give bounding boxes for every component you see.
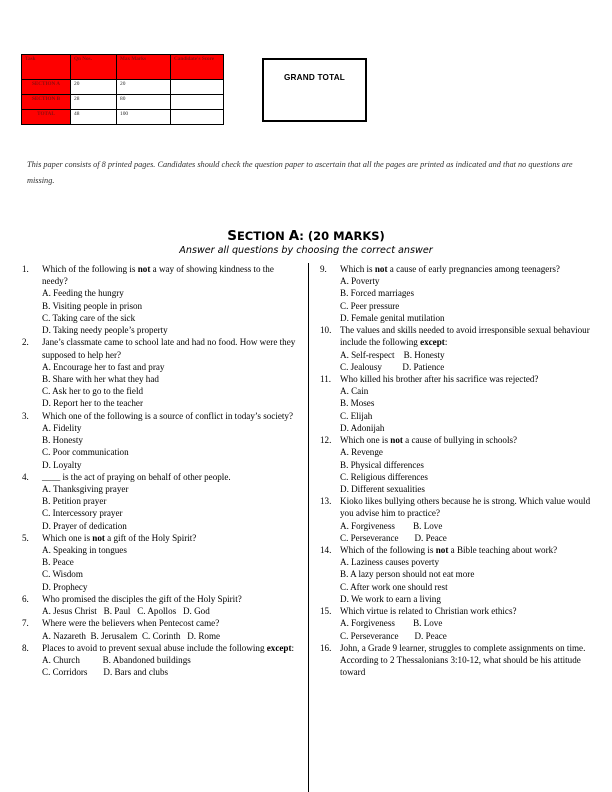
row-label-section-b: SECTION B: [22, 95, 71, 110]
option-list: [42, 287, 297, 336]
option-list: [340, 617, 598, 641]
question-text-part: John, a Grade 9 learner, struggles to complete assignments on time. According to 2 Thessalonians 3:10-12, what should be his attitude toward: [340, 642, 586, 678]
question-text: [42, 410, 297, 422]
question-item: [22, 336, 297, 409]
option-item[interactable]: C. Wisdom: [42, 569, 83, 580]
option-item[interactable]: A. Self-respect B. Honesty: [340, 349, 445, 360]
question-item: [22, 642, 297, 679]
table-row: [22, 80, 224, 95]
question-text-part: a Bible teaching about work?: [448, 545, 558, 556]
option-item[interactable]: B. A lazy person should not eat more: [340, 569, 475, 580]
question-text-part: Which is: [340, 264, 375, 274]
option-item[interactable]: C. Taking care of the sick: [42, 312, 136, 323]
option-item[interactable]: D. Taking needy people’s property: [42, 325, 168, 336]
question-number: 3.: [22, 410, 29, 421]
option-list: [340, 520, 598, 544]
option-item[interactable]: C. Poor communication: [42, 447, 129, 458]
question-text-part: Who killed his brother after his sacrifice was rejected?: [340, 373, 539, 384]
option-item[interactable]: A. Revenge: [340, 447, 383, 458]
question-number: 5.: [22, 532, 29, 543]
question-text: [340, 263, 598, 275]
question-emphasis: not: [92, 532, 105, 543]
option-item[interactable]: A. Nazareth B. Jerusalem C. Corinth D. Rome: [42, 630, 221, 641]
marks-table-body: [22, 80, 224, 125]
option-item[interactable]: C. Jealousy D. Patience: [340, 361, 445, 372]
option-list: [42, 361, 297, 410]
cell-score-section-a[interactable]: [171, 80, 224, 95]
question-emphasis: except: [420, 337, 445, 348]
marks-table-header: [22, 55, 224, 80]
question-number: 1.: [22, 264, 29, 274]
question-text-part: Which virtue is related to Christian work ethics?: [340, 606, 517, 617]
option-item[interactable]: C. Intercessory prayer: [42, 508, 123, 519]
option-item[interactable]: D. Female genital mutilation: [340, 312, 445, 323]
question-text: [340, 434, 598, 446]
question-item: [320, 605, 598, 642]
question-text: [340, 373, 598, 385]
question-text-part: Places to avoid to prevent sexual abuse include the following: [42, 642, 267, 653]
question-item: [320, 373, 598, 434]
marks-summary-table: [21, 54, 224, 125]
question-text-part: Kioko likes bullying others because he is strong. Which value would you advise him to practice?: [340, 496, 591, 519]
question-text-part: a cause of early pregnancies among teenagers?: [387, 264, 560, 274]
question-text: [340, 642, 598, 679]
header-task: Task: [22, 55, 71, 80]
grand-total-box: [262, 58, 367, 122]
cell-score-total[interactable]: [171, 110, 224, 125]
question-text-part: :: [444, 337, 448, 348]
question-text-part: Which one is: [340, 435, 391, 446]
option-item[interactable]: D. Different sexualities: [340, 483, 425, 494]
option-item[interactable]: C. Corridors D. Bars and clubs: [42, 667, 169, 678]
question-number: 8.: [22, 642, 29, 653]
section-heading-marks: : (20 MARKS): [299, 229, 385, 243]
option-item[interactable]: C. Elijah: [340, 410, 373, 421]
question-text-part: ____ is the act of praying on behalf of other people.: [42, 471, 231, 482]
question-text-part: a cause of bullying in schools?: [402, 435, 518, 446]
question-number: 2.: [22, 337, 29, 348]
section-a-subheading: Answer all questions by choosing the correct answer: [179, 245, 433, 256]
option-list: [42, 483, 297, 532]
question-text: [340, 605, 598, 617]
option-item[interactable]: B. Physical differences: [340, 459, 424, 470]
right-question-list: [320, 263, 598, 678]
question-text-part: Jane’s classmate came to school late and had no food. How were they supposed to help her?: [42, 337, 296, 360]
option-item[interactable]: A. Forgiveness B. Love: [340, 618, 443, 629]
option-item[interactable]: A. Jesus Christ B. Paul C. Apollos D. God: [42, 606, 210, 617]
option-item[interactable]: B. Share with her what they had: [42, 373, 159, 384]
option-item[interactable]: C. Perseverance D. Peace: [340, 630, 447, 641]
question-item: [320, 495, 598, 544]
question-number: 11.: [320, 373, 332, 384]
option-item[interactable]: D. Loyalty: [42, 459, 82, 470]
question-emphasis: not: [435, 545, 449, 556]
question-number: 13.: [320, 496, 332, 507]
cell-qn-nos-section-a: 20: [71, 80, 117, 95]
question-emphasis: except: [266, 642, 292, 653]
option-item[interactable]: A. Speaking in tongues: [42, 545, 127, 556]
cell-qn-nos-section-b: 28: [71, 95, 117, 110]
question-text-part: a way of showing kindness to the needy?: [42, 264, 274, 287]
option-list: [42, 422, 297, 471]
question-number: 7.: [22, 618, 29, 629]
option-item[interactable]: C. Ask her to go to the field: [42, 386, 144, 397]
section-heading-lead: S: [227, 228, 237, 244]
question-item: [320, 642, 598, 679]
option-list: [340, 275, 598, 324]
option-item[interactable]: B. Peace: [42, 557, 74, 568]
question-item: [22, 410, 297, 471]
option-item[interactable]: A. Poverty: [340, 276, 380, 287]
row-label-total: TOTAL: [22, 110, 71, 125]
header-candidate-score: Candidate's Score: [171, 55, 224, 80]
question-text-part: a gift of the Holy Spirit?: [104, 532, 197, 543]
option-item[interactable]: B. Honesty: [42, 435, 83, 446]
question-text-part: Which one of the following is a source of conflict in today’s society?: [42, 410, 294, 421]
option-item[interactable]: D. We work to earn a living: [340, 593, 441, 604]
option-list: [340, 385, 598, 434]
option-item[interactable]: B. Visiting people in prison: [42, 300, 143, 311]
questions-right-column: [320, 263, 598, 678]
question-number: 9.: [320, 264, 327, 274]
option-list: [42, 654, 297, 678]
question-number: 4.: [22, 471, 29, 482]
question-text-part: Which of the following is: [340, 545, 436, 556]
option-item[interactable]: C. Perseverance D. Peace: [340, 532, 447, 543]
section-heading-rest: ECTION: [236, 229, 285, 243]
question-item: [22, 471, 297, 532]
option-item[interactable]: C. Peer pressure: [340, 300, 400, 311]
cell-max-marks-total: 100: [117, 110, 171, 125]
cell-qn-nos-total: 48: [71, 110, 117, 125]
header-max-marks: Max Marks: [117, 55, 171, 80]
question-item: [22, 263, 297, 336]
question-number: 15.: [320, 606, 332, 617]
question-number: 12.: [320, 435, 332, 446]
question-item: [320, 324, 598, 373]
option-item[interactable]: A. Forgiveness B. Love: [340, 520, 443, 531]
option-item[interactable]: B. Moses: [340, 398, 375, 409]
questions-two-column-body: [0, 263, 612, 792]
grand-total-label: GRAND TOTAL: [283, 73, 346, 82]
option-item[interactable]: C. After work one should rest: [340, 581, 448, 592]
option-list: [42, 605, 297, 617]
question-number: 6.: [22, 593, 29, 604]
question-item: [320, 263, 598, 324]
printed-pages-notice: This paper consists of 8 printed pages. Candidates should check the question paper to ascertain that all the pages are printed as indicated and that no questions are missing.: [27, 160, 573, 186]
top-summary-area: [0, 54, 612, 144]
column-divider: [308, 263, 309, 792]
question-text-part: Who promised the disciples the gift of the Holy Spirit?: [42, 593, 242, 604]
section-a-heading: [0, 228, 612, 244]
table-row: [22, 95, 224, 110]
question-text-part: Which one is: [42, 532, 93, 543]
question-emphasis: not: [390, 435, 403, 446]
cell-max-marks-section-a: 20: [117, 80, 171, 95]
option-item[interactable]: D. Adonijah: [340, 422, 385, 433]
question-item: [320, 544, 598, 605]
option-list: [42, 544, 297, 593]
cell-score-section-b[interactable]: [171, 95, 224, 110]
question-text: [340, 324, 598, 348]
option-list: [340, 556, 598, 605]
question-number: 16.: [320, 642, 332, 653]
question-item: [22, 593, 297, 617]
question-text: [42, 617, 297, 629]
question-text: [340, 495, 598, 519]
question-item: [320, 434, 598, 495]
option-list: [42, 630, 297, 642]
question-text-part: :: [291, 642, 295, 653]
option-item[interactable]: A. Encourage her to fast and pray: [42, 361, 165, 372]
option-item[interactable]: D. Prayer of dedication: [42, 520, 127, 531]
question-text: [340, 544, 598, 556]
question-item: [22, 617, 297, 641]
option-item[interactable]: D. Prophecy: [42, 581, 88, 592]
question-text-part: The values and skills needed to avoid irresponsible sexual behaviour include the following: [340, 325, 590, 348]
question-text: [42, 263, 297, 287]
option-item[interactable]: D. Report her to the teacher: [42, 398, 143, 409]
question-text: [42, 532, 297, 544]
option-list: [340, 349, 598, 373]
question-text: [42, 336, 297, 360]
left-question-list: [22, 263, 297, 678]
question-number: 14.: [320, 545, 332, 556]
section-heading-letter: A: [288, 228, 300, 244]
table-row: [22, 110, 224, 125]
header-qn-nos: Qn Nos.: [71, 55, 117, 80]
question-emphasis: not: [137, 264, 151, 274]
question-emphasis: not: [374, 264, 388, 274]
option-item[interactable]: A. Cain: [340, 386, 369, 397]
question-text-part: Where were the believers when Pentecost came?: [42, 618, 220, 629]
question-text: [42, 471, 297, 483]
question-number: 10.: [320, 325, 332, 336]
table-header-row: [22, 55, 224, 80]
option-item[interactable]: A. Church B. Abandoned buildings: [42, 655, 191, 665]
questions-left-column: [22, 263, 297, 678]
option-item[interactable]: B. Petition prayer: [42, 496, 107, 507]
question-text: [42, 593, 297, 605]
question-item: [22, 532, 297, 593]
question-text-part: Which of the following is: [42, 264, 138, 274]
cell-max-marks-section-b: 80: [117, 95, 171, 110]
option-item[interactable]: A. Laziness causes poverty: [340, 557, 439, 568]
row-label-section-a: SECTION A: [22, 80, 71, 95]
option-item[interactable]: A. Fidelity: [42, 422, 82, 433]
question-text: [42, 642, 297, 654]
option-item[interactable]: B. Forced marriages: [340, 288, 414, 299]
option-list: [340, 446, 598, 495]
option-item[interactable]: C. Religious differences: [340, 471, 428, 482]
option-item[interactable]: A. Feeding the hungry: [42, 288, 124, 299]
option-item[interactable]: A. Thanksgiving prayer: [42, 483, 129, 494]
